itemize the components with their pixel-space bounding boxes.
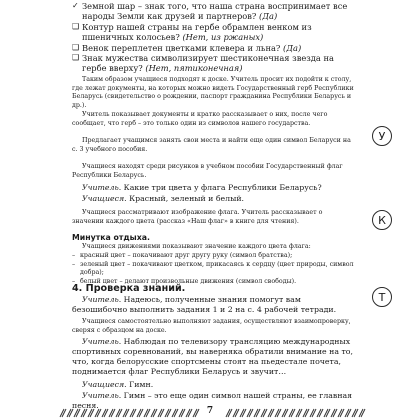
flag-colors-list xyxy=(72,252,356,286)
quiz-question xyxy=(72,1,356,22)
dialog-speaker: Учитель. xyxy=(82,337,122,346)
dialog-line xyxy=(72,337,356,377)
dialog-line xyxy=(72,295,356,315)
dialog-text: Гимн – это еще один символ нашей страны, ее главная песня. xyxy=(72,391,353,410)
quiz-question-list xyxy=(72,1,356,74)
paragraph: Таким образом учащиеся подходят к доске. Учитель просит их подойти к столу, где лежат документы, на которых можно видеть Государственный герб Республики Беларусь (свидетельство о рождении, паспорт гражданина Республики Беларусь и др.). xyxy=(72,76,354,109)
paragraph: Учащиеся находят среди рисунков в учебном пособии Государственный флаг Республики Беларусь. xyxy=(72,163,343,179)
quiz-question xyxy=(72,43,356,53)
paragraph: Предлагает учащимся занять свои места и найти еще один символ Беларуси на с. 3 учебного пособия. xyxy=(72,137,351,153)
checkbox-empty-icon: ❑ xyxy=(72,53,80,63)
dialog-speaker: Учащиеся. xyxy=(82,380,127,389)
margin-letter-circle: К xyxy=(372,210,392,230)
checkbox-empty-icon: ❑ xyxy=(72,42,80,52)
dialog-text: Надеюсь, полученные знания помогут вам безошибочно выполнить задания 1 и 2 на с. 4 рабочей тетради. xyxy=(72,295,337,314)
margin-letter-circle: У xyxy=(372,126,392,146)
question-text: Земной шар – знак того, что наша страна воспринимает все народы Земли как друзей и партнеров? xyxy=(82,1,348,22)
checkbox-empty-icon: ❑ xyxy=(72,21,80,31)
paragraph: Учащиеся движениями показывают значение каждого цвета флага: xyxy=(82,243,311,250)
list-item: – белый цвет – делают произвольные движения (символ свободы). xyxy=(72,277,297,285)
dialog-text: Красный, зеленый и белый. xyxy=(126,194,244,203)
dialog-line xyxy=(72,194,356,204)
question-text: Контур нашей страны на гербе обрамлен венком из пшеничных колосьев? xyxy=(82,21,312,43)
question-answer: (Да) xyxy=(283,42,302,53)
list-item: – красный цвет – покачивают друг другу руку (символ братства); xyxy=(72,252,293,259)
question-text: Знак мужества символизирует шестиконечная звезда на гербе вверху? xyxy=(82,53,334,74)
question-answer: (Нет, пятиконечная) xyxy=(145,63,243,74)
dialog-text: Наблюдая по телевизору трансляцию международных спортивных соревнований, вы наверняка обратили внимание на то, что, когда белорусские спортсмены стоят на пьедестале почета, поднимается флаг Республики Беларусь и звучит… xyxy=(72,337,353,376)
section-heading: 4. Проверка знаний. xyxy=(72,283,186,294)
dialog-speaker: Учитель. xyxy=(82,183,122,192)
quiz-question xyxy=(72,53,356,74)
question-text: Венок переплетен цветками клевера и льна? xyxy=(82,42,281,53)
section-heading: Минутка отдыха. xyxy=(72,233,150,242)
page-number: 7 xyxy=(206,406,214,416)
checkbox-checked-icon: ✓ xyxy=(72,1,79,10)
dialog-line xyxy=(72,183,356,193)
page-footer xyxy=(0,406,420,420)
dialog-speaker: Учитель. xyxy=(82,295,122,304)
question-answer: (Нет, из ржаных) xyxy=(182,32,264,43)
dialog-speaker: Учитель. xyxy=(82,391,122,400)
dialog-speaker: Учащиеся. xyxy=(82,194,127,203)
paragraph: Учитель показывает документы и кратко рассказывает о них, после чего сообщает, что герб – это только один из символов нашего государства. xyxy=(72,111,328,127)
quiz-question xyxy=(72,22,356,43)
margin-letter-circle: Т xyxy=(372,287,392,307)
dialog-line xyxy=(72,380,356,390)
dialog-text: Гимн. xyxy=(126,380,154,389)
paragraph: Учащиеся самостоятельно выполняют задания, осуществляют взаимопроверку, сверяя с образцом на доске. xyxy=(72,318,351,334)
paragraph: Учащиеся рассматривают изображение флага. Учитель рассказывает о значении каждого цвета (рассказ «Наш флаг» в книге для чтения). xyxy=(72,209,323,225)
dialog-text: Какие три цвета у флага Республики Беларусь? xyxy=(121,183,322,192)
list-item: – зеленый цвет – покачивают цветком, прикасаясь к сердцу (цвет природы, символ добра); xyxy=(72,260,354,277)
question-answer: (Да) xyxy=(259,11,278,22)
